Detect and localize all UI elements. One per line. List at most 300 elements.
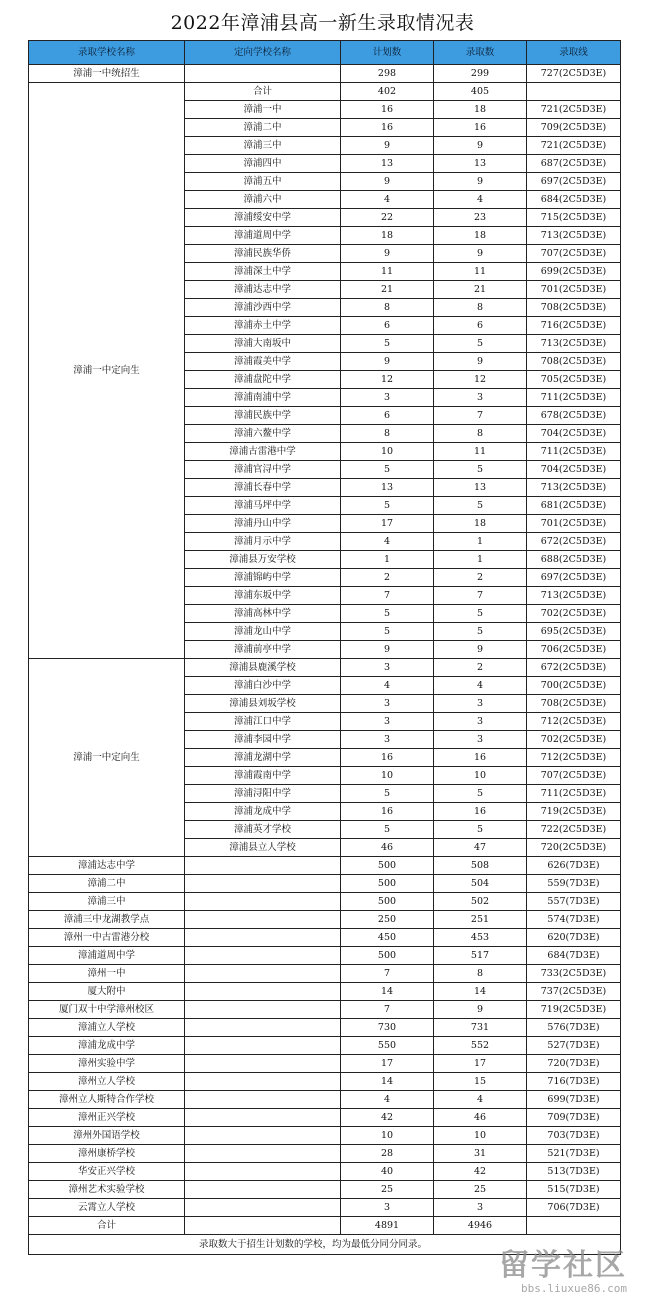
admit-cell: 7 (434, 587, 527, 605)
line-cell (527, 1217, 621, 1235)
target-school-cell: 漳浦官浔中学 (185, 461, 341, 479)
admit-cell: 3 (434, 713, 527, 731)
plan-cell: 5 (341, 461, 434, 479)
plan-cell: 4 (341, 191, 434, 209)
header-admit: 录取数 (434, 41, 527, 65)
line-cell: 709(7D3E) (527, 1109, 621, 1127)
target-school-cell (185, 1055, 341, 1073)
plan-cell: 46 (341, 839, 434, 857)
line-cell: 708(2C5D3E) (527, 299, 621, 317)
admit-cell: 11 (434, 263, 527, 281)
line-cell: 620(7D3E) (527, 929, 621, 947)
line-cell: 711(2C5D3E) (527, 443, 621, 461)
plan-cell: 14 (341, 1073, 434, 1091)
line-cell: 704(2C5D3E) (527, 425, 621, 443)
header-plan: 计划数 (341, 41, 434, 65)
line-cell: 678(2C5D3E) (527, 407, 621, 425)
target-school-cell: 漳浦古雷港中学 (185, 443, 341, 461)
line-cell: 706(7D3E) (527, 1199, 621, 1217)
plan-cell: 4 (341, 533, 434, 551)
target-school-cell: 漳浦县万安学校 (185, 551, 341, 569)
plan-cell: 16 (341, 101, 434, 119)
table-row (29, 1019, 621, 1037)
line-cell: 527(7D3E) (527, 1037, 621, 1055)
plan-cell: 3 (341, 389, 434, 407)
watermark (499, 1240, 627, 1295)
table-row (29, 1181, 621, 1199)
target-school-cell: 漳浦龙成中学 (185, 803, 341, 821)
table-row (29, 1163, 621, 1181)
target-school-cell: 漳浦六鳌中学 (185, 425, 341, 443)
plan-cell: 11 (341, 263, 434, 281)
admit-cell: 1 (434, 551, 527, 569)
table-row (29, 1199, 621, 1217)
admit-cell: 31 (434, 1145, 527, 1163)
line-cell: 684(2C5D3E) (527, 191, 621, 209)
target-school-cell (185, 893, 341, 911)
admit-cell: 731 (434, 1019, 527, 1037)
target-school-cell (185, 1037, 341, 1055)
plan-cell: 16 (341, 749, 434, 767)
plan-cell: 10 (341, 767, 434, 785)
plan-cell: 17 (341, 515, 434, 533)
line-cell: 672(2C5D3E) (527, 533, 621, 551)
admit-cell: 3 (434, 1199, 527, 1217)
target-school-cell (185, 875, 341, 893)
plan-cell: 6 (341, 317, 434, 335)
line-cell: 521(7D3E) (527, 1145, 621, 1163)
target-school-cell: 漳浦道周中学 (185, 227, 341, 245)
target-school-cell: 漳浦六中 (185, 191, 341, 209)
line-cell: 707(2C5D3E) (527, 245, 621, 263)
line-cell: 681(2C5D3E) (527, 497, 621, 515)
target-school-cell: 漳浦白沙中学 (185, 677, 341, 695)
plan-cell: 10 (341, 443, 434, 461)
line-cell: 699(7D3E) (527, 1091, 621, 1109)
line-cell: 704(2C5D3E) (527, 461, 621, 479)
line-cell: 557(7D3E) (527, 893, 621, 911)
line-cell: 720(2C5D3E) (527, 839, 621, 857)
line-cell: 707(2C5D3E) (527, 767, 621, 785)
line-cell (527, 83, 621, 101)
plan-cell: 6 (341, 407, 434, 425)
line-cell: 702(2C5D3E) (527, 731, 621, 749)
line-cell: 727(2C5D3E) (527, 65, 621, 83)
target-school-cell: 漳浦马坪中学 (185, 497, 341, 515)
plan-cell: 7 (341, 587, 434, 605)
admit-cell: 15 (434, 1073, 527, 1091)
admit-cell: 5 (434, 461, 527, 479)
admit-cell: 6 (434, 317, 527, 335)
admit-cell: 1 (434, 533, 527, 551)
target-school-cell (185, 947, 341, 965)
plan-cell: 4891 (341, 1217, 434, 1235)
admit-cell: 3 (434, 695, 527, 713)
target-school-cell (185, 1163, 341, 1181)
table-row (29, 1073, 621, 1091)
plan-cell: 40 (341, 1163, 434, 1181)
target-school-cell: 漳浦江口中学 (185, 713, 341, 731)
admit-cell: 4 (434, 1091, 527, 1109)
plan-cell: 3 (341, 1199, 434, 1217)
admit-cell: 13 (434, 479, 527, 497)
plan-cell: 298 (341, 65, 434, 83)
plan-cell: 3 (341, 713, 434, 731)
admit-cell: 453 (434, 929, 527, 947)
line-cell: 720(7D3E) (527, 1055, 621, 1073)
group-label-cell: 漳浦一中定向生 (29, 659, 185, 857)
plan-cell: 42 (341, 1109, 434, 1127)
table-row (29, 929, 621, 947)
admit-cell: 4 (434, 191, 527, 209)
admit-school-cell: 漳州实验中学 (29, 1055, 185, 1073)
target-school-cell: 合计 (185, 83, 341, 101)
admit-school-cell: 漳浦三中龙湖教学点 (29, 911, 185, 929)
admit-cell: 14 (434, 983, 527, 1001)
line-cell: 722(2C5D3E) (527, 821, 621, 839)
admit-school-cell: 厦门双十中学漳州校区 (29, 1001, 185, 1019)
admit-school-cell: 漳州正兴学校 (29, 1109, 185, 1127)
plan-cell: 7 (341, 1001, 434, 1019)
admit-cell: 9 (434, 137, 527, 155)
line-cell: 701(2C5D3E) (527, 515, 621, 533)
table-row (29, 1001, 621, 1019)
table-row (29, 1055, 621, 1073)
line-cell: 712(2C5D3E) (527, 749, 621, 767)
plan-cell: 3 (341, 659, 434, 677)
target-school-cell (185, 929, 341, 947)
plan-cell: 7 (341, 965, 434, 983)
watermark-logo-text: 留学社区 (499, 1248, 627, 1283)
target-school-cell: 漳浦四中 (185, 155, 341, 173)
target-school-cell (185, 965, 341, 983)
target-school-cell: 漳浦县鹿溪学校 (185, 659, 341, 677)
target-school-cell (185, 1181, 341, 1199)
target-school-cell (185, 983, 341, 1001)
admit-cell: 9 (434, 245, 527, 263)
admit-cell: 18 (434, 515, 527, 533)
line-cell: 687(2C5D3E) (527, 155, 621, 173)
target-school-cell: 漳浦盘陀中学 (185, 371, 341, 389)
plan-cell: 9 (341, 173, 434, 191)
table-row (29, 893, 621, 911)
plan-cell: 250 (341, 911, 434, 929)
admit-cell: 3 (434, 731, 527, 749)
plan-cell: 2 (341, 569, 434, 587)
admit-cell: 2 (434, 569, 527, 587)
plan-cell: 3 (341, 695, 434, 713)
plan-cell: 4 (341, 1091, 434, 1109)
target-school-cell: 漳浦五中 (185, 173, 341, 191)
target-school-cell: 漳浦月示中学 (185, 533, 341, 551)
target-school-cell: 漳浦锦屿中学 (185, 569, 341, 587)
admit-cell: 18 (434, 227, 527, 245)
admit-cell: 9 (434, 173, 527, 191)
admit-cell: 2 (434, 659, 527, 677)
target-school-cell: 漳浦长春中学 (185, 479, 341, 497)
admit-cell: 11 (434, 443, 527, 461)
target-school-cell: 漳浦县刘坂学校 (185, 695, 341, 713)
target-school-cell: 漳浦龙湖中学 (185, 749, 341, 767)
target-school-cell (185, 1001, 341, 1019)
line-cell: 701(2C5D3E) (527, 281, 621, 299)
admit-school-cell: 漳州一中 (29, 965, 185, 983)
page-title: 2022年漳浦县高一新生录取情况表 (170, 12, 475, 34)
admit-cell: 552 (434, 1037, 527, 1055)
admit-cell: 504 (434, 875, 527, 893)
admit-cell: 9 (434, 353, 527, 371)
target-school-cell: 漳浦高林中学 (185, 605, 341, 623)
admit-cell: 5 (434, 497, 527, 515)
target-school-cell: 漳浦浔阳中学 (185, 785, 341, 803)
admit-school-cell: 漳州立人斯特合作学校 (29, 1091, 185, 1109)
plan-cell: 8 (341, 299, 434, 317)
table-row (29, 659, 621, 677)
plan-cell: 500 (341, 947, 434, 965)
plan-cell: 22 (341, 209, 434, 227)
target-school-cell: 漳浦东坂中学 (185, 587, 341, 605)
group-label-cell: 漳浦一中定向生 (29, 83, 185, 659)
admit-cell: 10 (434, 1127, 527, 1145)
target-school-cell (185, 1091, 341, 1109)
line-cell: 713(2C5D3E) (527, 479, 621, 497)
target-school-cell: 漳浦英才学校 (185, 821, 341, 839)
plan-cell: 18 (341, 227, 434, 245)
admit-cell: 405 (434, 83, 527, 101)
plan-cell: 5 (341, 623, 434, 641)
admit-cell: 5 (434, 623, 527, 641)
target-school-cell: 漳浦县立人学校 (185, 839, 341, 857)
admit-cell: 25 (434, 1181, 527, 1199)
target-school-cell: 漳浦南浦中学 (185, 389, 341, 407)
admit-cell: 502 (434, 893, 527, 911)
table-row (29, 1127, 621, 1145)
plan-cell: 5 (341, 335, 434, 353)
target-school-cell: 漳浦霞美中学 (185, 353, 341, 371)
line-cell: 576(7D3E) (527, 1019, 621, 1037)
target-school-cell: 漳浦一中 (185, 101, 341, 119)
table-header-row (29, 41, 621, 65)
table-row (29, 911, 621, 929)
admit-school-cell: 厦大附中 (29, 983, 185, 1001)
line-cell: 697(2C5D3E) (527, 173, 621, 191)
line-cell: 703(7D3E) (527, 1127, 621, 1145)
total-row (29, 1217, 621, 1235)
target-school-cell (185, 65, 341, 83)
table-row (29, 875, 621, 893)
admit-cell: 517 (434, 947, 527, 965)
header-line: 录取线 (527, 41, 621, 65)
plan-cell: 25 (341, 1181, 434, 1199)
admit-cell: 4 (434, 677, 527, 695)
admit-cell: 17 (434, 1055, 527, 1073)
line-cell: 708(2C5D3E) (527, 353, 621, 371)
target-school-cell (185, 1145, 341, 1163)
target-school-cell (185, 911, 341, 929)
plan-cell: 500 (341, 875, 434, 893)
admit-school-cell: 云霄立人学校 (29, 1199, 185, 1217)
admit-cell: 8 (434, 965, 527, 983)
plan-cell: 500 (341, 893, 434, 911)
plan-cell: 500 (341, 857, 434, 875)
line-cell: 672(2C5D3E) (527, 659, 621, 677)
admit-cell: 10 (434, 767, 527, 785)
line-cell: 712(2C5D3E) (527, 713, 621, 731)
admit-cell: 7 (434, 407, 527, 425)
admit-cell: 508 (434, 857, 527, 875)
admit-school-cell: 漳浦立人学校 (29, 1019, 185, 1037)
target-school-cell (185, 1019, 341, 1037)
plan-cell: 9 (341, 641, 434, 659)
table-row (29, 1145, 621, 1163)
admit-school-cell: 漳浦三中 (29, 893, 185, 911)
plan-cell: 12 (341, 371, 434, 389)
plan-cell: 1 (341, 551, 434, 569)
line-cell: 699(2C5D3E) (527, 263, 621, 281)
admit-cell: 9 (434, 1001, 527, 1019)
plan-cell: 550 (341, 1037, 434, 1055)
plan-cell: 5 (341, 821, 434, 839)
target-school-cell: 漳浦沙西中学 (185, 299, 341, 317)
plan-cell: 5 (341, 497, 434, 515)
admit-cell: 23 (434, 209, 527, 227)
target-school-cell (185, 857, 341, 875)
line-cell: 702(2C5D3E) (527, 605, 621, 623)
table-body (29, 65, 621, 1255)
admit-cell: 13 (434, 155, 527, 173)
line-cell: 721(2C5D3E) (527, 101, 621, 119)
target-school-cell (185, 1217, 341, 1235)
admit-cell: 16 (434, 119, 527, 137)
admit-cell: 5 (434, 821, 527, 839)
admit-school-cell: 华安正兴学校 (29, 1163, 185, 1181)
admit-cell: 18 (434, 101, 527, 119)
line-cell: 700(2C5D3E) (527, 677, 621, 695)
admit-school-cell: 漳州康桥学校 (29, 1145, 185, 1163)
admit-cell: 16 (434, 803, 527, 821)
plan-cell: 16 (341, 119, 434, 137)
admit-cell: 5 (434, 335, 527, 353)
target-school-cell: 漳浦赤土中学 (185, 317, 341, 335)
line-cell: 513(7D3E) (527, 1163, 621, 1181)
admit-cell: 299 (434, 65, 527, 83)
table-row (29, 947, 621, 965)
admit-school-cell: 漳浦龙成中学 (29, 1037, 185, 1055)
target-school-cell: 漳浦前亭中学 (185, 641, 341, 659)
admit-cell: 12 (434, 371, 527, 389)
target-school-cell: 漳浦深土中学 (185, 263, 341, 281)
admit-cell: 5 (434, 605, 527, 623)
line-cell: 716(2C5D3E) (527, 317, 621, 335)
target-school-cell: 漳浦民族华侨 (185, 245, 341, 263)
line-cell: 626(7D3E) (527, 857, 621, 875)
plan-cell: 450 (341, 929, 434, 947)
admit-school-cell: 漳州艺术实验学校 (29, 1181, 185, 1199)
table-row (29, 983, 621, 1001)
line-cell: 713(2C5D3E) (527, 227, 621, 245)
target-school-cell: 漳浦大南坂中 (185, 335, 341, 353)
plan-cell: 14 (341, 983, 434, 1001)
line-cell: 709(2C5D3E) (527, 119, 621, 137)
table-row (29, 965, 621, 983)
admit-cell: 8 (434, 425, 527, 443)
admit-cell: 8 (434, 299, 527, 317)
target-school-cell: 漳浦丹山中学 (185, 515, 341, 533)
line-cell: 733(2C5D3E) (527, 965, 621, 983)
target-school-cell: 漳浦李园中学 (185, 731, 341, 749)
line-cell: 708(2C5D3E) (527, 695, 621, 713)
table-row (29, 857, 621, 875)
admit-cell: 42 (434, 1163, 527, 1181)
admit-school-cell: 漳州一中古雷港分校 (29, 929, 185, 947)
line-cell: 719(2C5D3E) (527, 1001, 621, 1019)
line-cell: 705(2C5D3E) (527, 371, 621, 389)
admission-table (28, 40, 621, 1255)
target-school-cell: 漳浦绥安中学 (185, 209, 341, 227)
line-cell: 706(2C5D3E) (527, 641, 621, 659)
line-cell: 737(2C5D3E) (527, 983, 621, 1001)
plan-cell: 21 (341, 281, 434, 299)
line-cell: 713(2C5D3E) (527, 587, 621, 605)
plan-cell: 5 (341, 605, 434, 623)
line-cell: 695(2C5D3E) (527, 623, 621, 641)
total-label-cell: 合计 (29, 1217, 185, 1235)
line-cell: 697(2C5D3E) (527, 569, 621, 587)
admit-cell: 16 (434, 749, 527, 767)
plan-cell: 4 (341, 677, 434, 695)
line-cell: 574(7D3E) (527, 911, 621, 929)
line-cell: 719(2C5D3E) (527, 803, 621, 821)
line-cell: 721(2C5D3E) (527, 137, 621, 155)
admit-cell: 9 (434, 641, 527, 659)
plan-cell: 5 (341, 785, 434, 803)
target-school-cell: 漳浦二中 (185, 119, 341, 137)
target-school-cell (185, 1109, 341, 1127)
plan-cell: 402 (341, 83, 434, 101)
plan-cell: 17 (341, 1055, 434, 1073)
table-row (29, 83, 621, 101)
plan-cell: 10 (341, 1127, 434, 1145)
line-cell: 711(2C5D3E) (527, 389, 621, 407)
admit-cell: 21 (434, 281, 527, 299)
line-cell: 713(2C5D3E) (527, 335, 621, 353)
header-admit-school: 录取学校名称 (29, 41, 185, 65)
admit-cell: 251 (434, 911, 527, 929)
plan-cell: 16 (341, 803, 434, 821)
target-school-cell: 漳浦龙山中学 (185, 623, 341, 641)
line-cell: 559(7D3E) (527, 875, 621, 893)
plan-cell: 3 (341, 731, 434, 749)
plan-cell: 9 (341, 245, 434, 263)
plan-cell: 730 (341, 1019, 434, 1037)
table-row (29, 1037, 621, 1055)
target-school-cell (185, 1199, 341, 1217)
line-cell: 711(2C5D3E) (527, 785, 621, 803)
admit-school-cell: 漳浦一中统招生 (29, 65, 185, 83)
target-school-cell: 漳浦达志中学 (185, 281, 341, 299)
target-school-cell (185, 1127, 341, 1145)
admit-cell: 4946 (434, 1217, 527, 1235)
plan-cell: 8 (341, 425, 434, 443)
target-school-cell: 漳浦三中 (185, 137, 341, 155)
watermark-url: bbs.liuxue86.com (521, 1282, 627, 1295)
note-cell: 录取数大于招生计划数的学校，均为最低分同分同录。 (29, 1235, 621, 1255)
plan-cell: 13 (341, 155, 434, 173)
admit-cell: 3 (434, 389, 527, 407)
line-cell: 716(7D3E) (527, 1073, 621, 1091)
line-cell: 684(7D3E) (527, 947, 621, 965)
admit-school-cell: 漳州外国语学校 (29, 1127, 185, 1145)
